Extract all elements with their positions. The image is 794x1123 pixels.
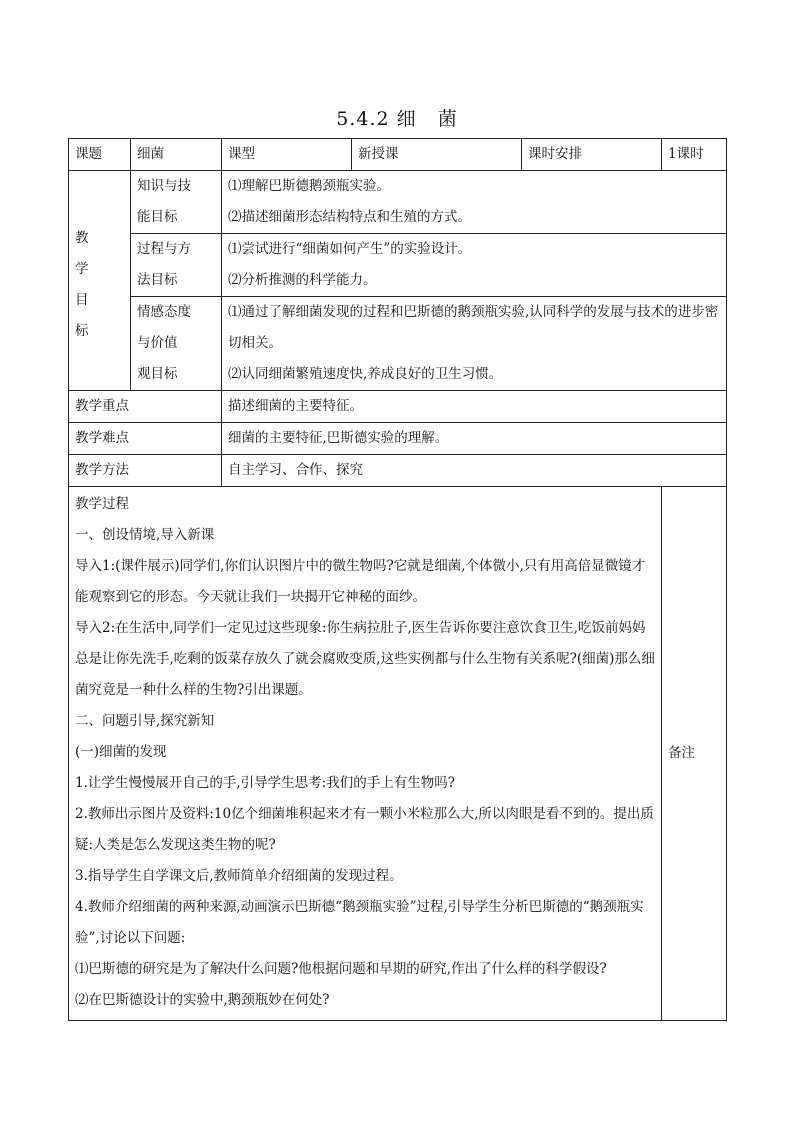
goal-label-line: 情感态度 bbox=[137, 304, 191, 320]
goal-row-process bbox=[69, 234, 727, 297]
goals-char: 教 bbox=[75, 230, 89, 246]
goal-item: ⑵分析推测的科学能力。 bbox=[228, 272, 377, 288]
lesson-type-label: 课型 bbox=[222, 139, 352, 171]
difficulty-value: 细菌的主要特征,巴斯德实验的理解。 bbox=[222, 423, 727, 455]
process-paragraph: 一、创设情境,导入新课 bbox=[75, 527, 215, 543]
schedule-value: 1课时 bbox=[662, 139, 727, 171]
process-paragraph: 教学过程 bbox=[75, 496, 129, 512]
goal-content-attitude bbox=[222, 297, 727, 391]
goal-label-line: 法目标 bbox=[137, 272, 178, 288]
process-paragraph: 二、问题引导,探究新知 bbox=[75, 713, 215, 729]
difficulty-label: 教学难点 bbox=[69, 423, 222, 455]
goal-label-line: 知识与技 bbox=[137, 178, 191, 194]
goal-label-process bbox=[131, 234, 222, 297]
teaching-process-content bbox=[69, 487, 662, 1021]
topic-label: 课题 bbox=[69, 139, 131, 171]
method-value: 自主学习、合作、探究 bbox=[222, 455, 727, 487]
process-paragraph: ⑴巴斯德的研究是为了解决什么问题?他根据问题和早期的研究,作出了什么样的科学假设? bbox=[75, 961, 607, 977]
goal-label-line: 过程与方 bbox=[137, 241, 191, 257]
lesson-plan-table bbox=[68, 138, 727, 1021]
goal-label-knowledge bbox=[131, 171, 222, 234]
goal-label-attitude bbox=[131, 297, 222, 391]
process-paragraph: ⑵在巴斯德设计的实验中,鹅颈瓶妙在何处? bbox=[75, 992, 330, 1008]
process-row bbox=[69, 487, 727, 1021]
goal-item: ⑴理解巴斯德鹅颈瓶实验。 bbox=[228, 178, 390, 194]
key-point-value: 描述细菌的主要特征。 bbox=[222, 391, 727, 423]
goals-char: 目 bbox=[75, 292, 89, 308]
method-row bbox=[69, 455, 727, 487]
key-point-label: 教学重点 bbox=[69, 391, 222, 423]
goal-row-knowledge bbox=[69, 171, 727, 234]
goal-label-line: 能目标 bbox=[137, 209, 178, 225]
goal-row-attitude bbox=[69, 297, 727, 391]
process-paragraph: 3.指导学生自学课文后,教师简单介绍细菌的发现过程。 bbox=[75, 868, 403, 884]
goal-content-knowledge bbox=[222, 171, 727, 234]
method-label: 教学方法 bbox=[69, 455, 222, 487]
process-paragraph: 导入2:在生活中,同学们一定见过这些现象:你生病拉肚子,医生告诉你要注意饮食卫生,吃饭前妈妈总是让你先洗手,吃剩的饭菜存放久了就会腐败变质,这些实例都与什么生物有关系呢?(细菌)那么细菌究竟是一种什么样的生物?引出课题。 bbox=[75, 620, 655, 698]
goal-content-process bbox=[222, 234, 727, 297]
goals-char: 标 bbox=[75, 323, 89, 339]
goal-label-line: 与价值 bbox=[137, 335, 178, 351]
goal-item: ⑵描述细菌形态结构特点和生殖的方式。 bbox=[228, 209, 471, 225]
process-paragraph: 1.让学生慢慢展开自己的手,引导学生思考:我们的手上有生物吗? bbox=[75, 775, 455, 791]
process-paragraph: 4.教师介绍细菌的两种来源,动画演示巴斯德“鹅颈瓶实验”过程,引导学生分析巴斯德的“鹅颈瓶实验”,讨论以下问题: bbox=[75, 899, 644, 946]
goal-item: ⑴通过了解细菌发现的过程和巴斯德的鹅颈瓶实验,认同科学的发展与技术的进步密切相关。 bbox=[228, 304, 719, 351]
schedule-label: 课时安排 bbox=[522, 139, 662, 171]
remark-cell: 备注 bbox=[662, 487, 727, 1021]
goal-item: ⑴尝试进行“细菌如何产生”的实验设计。 bbox=[228, 241, 472, 257]
topic-value: 细菌 bbox=[131, 139, 222, 171]
difficulty-row bbox=[69, 423, 727, 455]
key-point-row bbox=[69, 391, 727, 423]
process-paragraph: 导入1:(课件展示)同学们,你们认识图片中的微生物吗?它就是细菌,个体微小,只有用高倍显微镜才能观察到它的形态。今天就让我们一块揭开它神秘的面纱。 bbox=[75, 558, 646, 605]
process-paragraph: 2.教师出示图片及资料:10亿个细菌堆积起来才有一颗小米粒那么大,所以肉眼是看不到的。提出质疑:人类是怎么发现这类生物的呢? bbox=[75, 806, 654, 853]
lesson-type-value: 新授课 bbox=[352, 139, 522, 171]
goals-char: 学 bbox=[75, 261, 89, 277]
goal-item: ⑵认同细菌繁殖速度快,养成良好的卫生习惯。 bbox=[228, 366, 503, 382]
teaching-goals-label bbox=[69, 171, 131, 391]
goal-label-line: 观目标 bbox=[137, 366, 178, 382]
header-row bbox=[69, 139, 727, 171]
document-title: 5.4.2 细 菌 bbox=[336, 108, 458, 130]
process-paragraph: (一)细菌的发现 bbox=[75, 744, 167, 760]
